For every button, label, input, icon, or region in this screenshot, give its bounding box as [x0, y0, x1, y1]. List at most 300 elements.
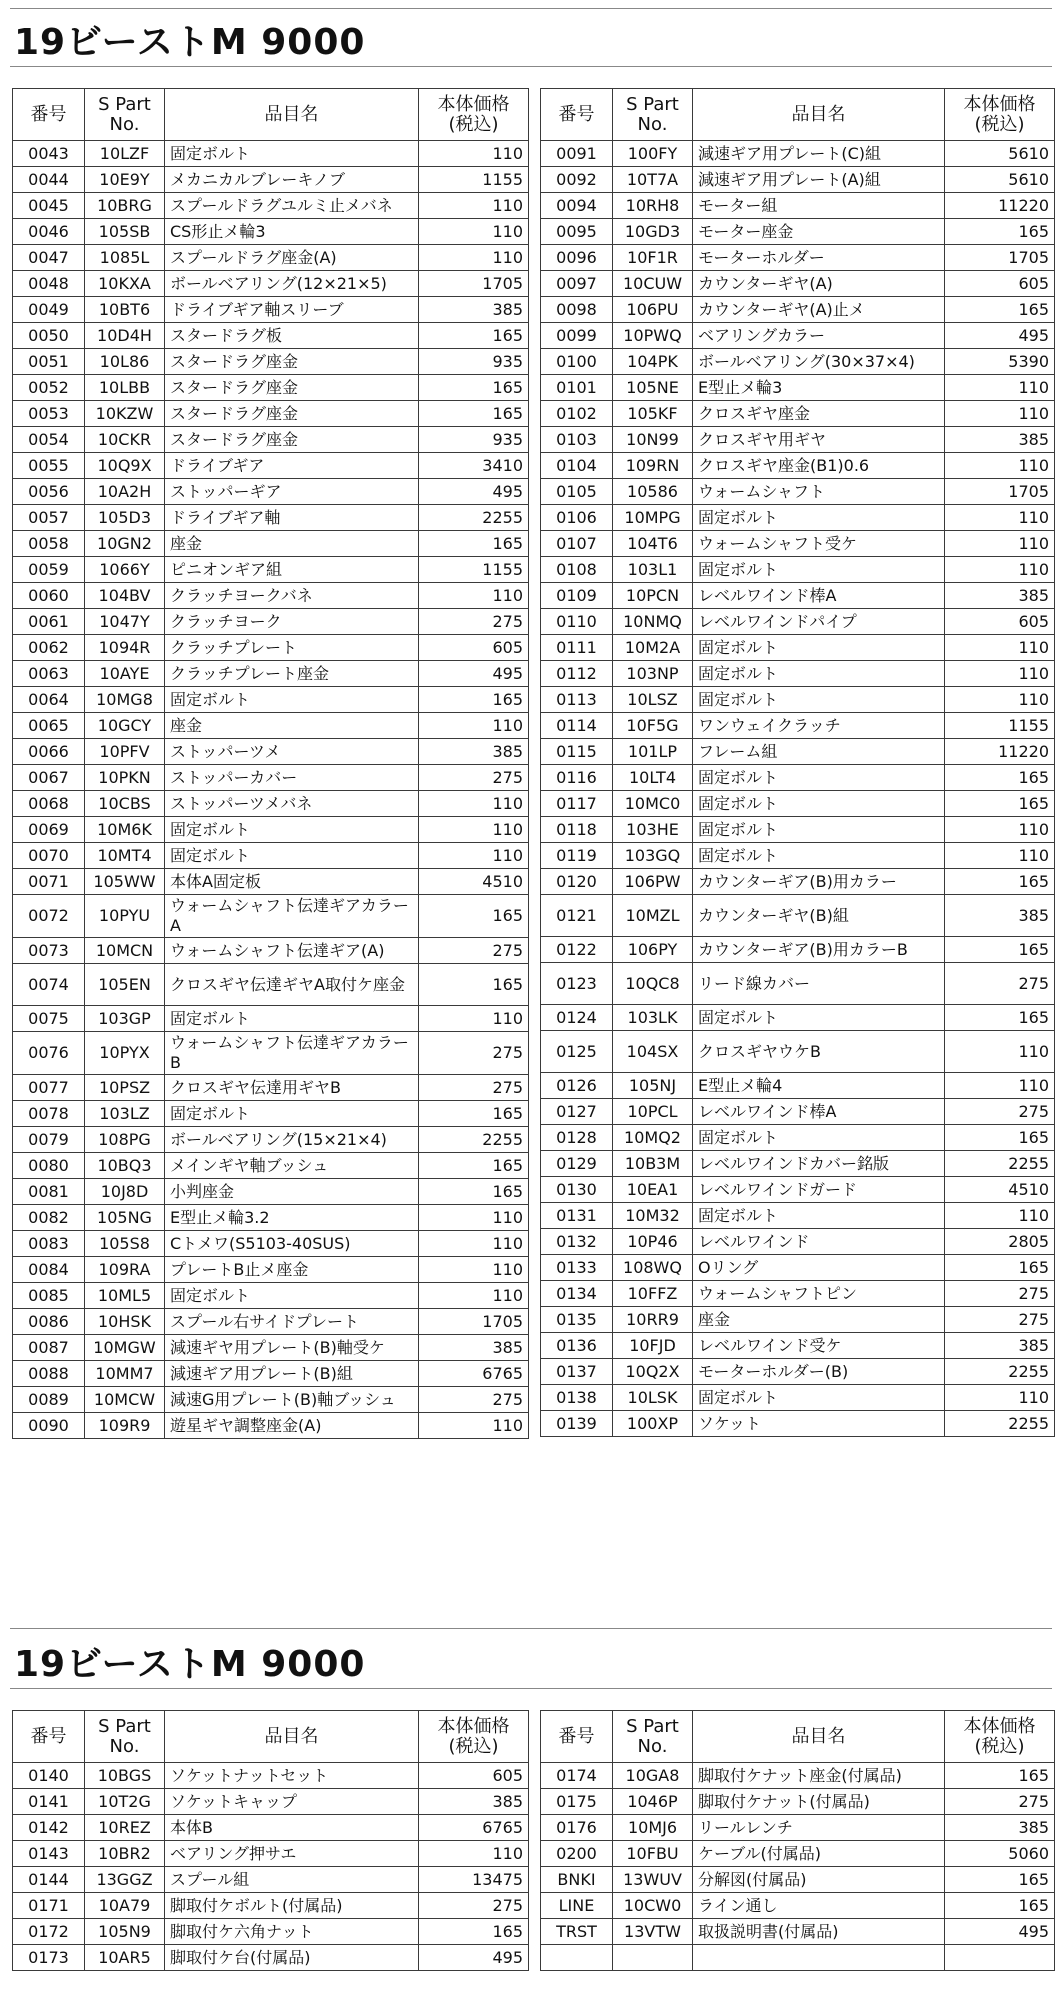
item-name-cell: 固定ボルト — [165, 687, 419, 713]
item-name-cell: 座金 — [165, 531, 419, 557]
item-name-cell: ウォームシャフト伝達ギアカラーA — [165, 895, 419, 938]
part-number-cell: 0055 — [13, 453, 85, 479]
item-name-cell: 座金 — [165, 713, 419, 739]
part-number-cell: 0076 — [13, 1032, 85, 1075]
item-name-cell: ウォームシャフト伝達ギアカラーB — [165, 1032, 419, 1075]
table-row — [541, 1073, 1055, 1099]
part-number-cell: 0120 — [541, 869, 613, 895]
item-name-cell: 固定ボルト — [165, 843, 419, 869]
part-number-cell: 0128 — [541, 1125, 613, 1151]
price-cell: 165 — [945, 1893, 1055, 1919]
sku-cell: 13WUV — [613, 1867, 693, 1893]
item-name-cell: 固定ボルト — [165, 1006, 419, 1032]
part-number-cell: 0073 — [13, 938, 85, 964]
part-number-cell: 0172 — [13, 1919, 85, 1945]
price-cell: 110 — [945, 817, 1055, 843]
header-price: 本体価格 (税込) — [419, 1711, 529, 1763]
part-number-cell: 0143 — [13, 1841, 85, 1867]
table-row — [13, 1153, 529, 1179]
item-name-cell: ワンウェイクラッチ — [693, 713, 945, 739]
table-row — [541, 1151, 1055, 1177]
part-number-cell: 0176 — [541, 1815, 613, 1841]
part-number-cell: 0137 — [541, 1359, 613, 1385]
table-row — [541, 1229, 1055, 1255]
part-number-cell: 0133 — [541, 1255, 613, 1281]
sku-cell: 109R9 — [85, 1413, 165, 1439]
table-row — [541, 963, 1055, 1005]
table-row — [541, 375, 1055, 401]
table-row — [13, 1815, 529, 1841]
price-cell: 5610 — [945, 167, 1055, 193]
item-name-cell: 固定ボルト — [165, 1283, 419, 1309]
sku-cell: 10GN2 — [85, 531, 165, 557]
section2-top-rule — [10, 1628, 1052, 1629]
table-row — [13, 297, 529, 323]
table-row — [13, 1919, 529, 1945]
price-cell: 165 — [945, 1763, 1055, 1789]
sku-cell: 108WQ — [613, 1255, 693, 1281]
price-cell: 110 — [945, 531, 1055, 557]
header-no: 番号 — [13, 1711, 85, 1763]
part-number-cell: 0068 — [13, 791, 85, 817]
sku-cell: 104BV — [85, 583, 165, 609]
price-cell: 110 — [419, 583, 529, 609]
part-number-cell: 0080 — [13, 1153, 85, 1179]
sku-cell: 105N9 — [85, 1919, 165, 1945]
item-name-cell: 固定ボルト — [165, 817, 419, 843]
item-name-cell: 脚取付ケ台(付属品) — [165, 1945, 419, 1971]
sku-cell: 10P46 — [613, 1229, 693, 1255]
price-cell: 495 — [419, 479, 529, 505]
item-name-cell: カウンターギヤ(B)組 — [693, 895, 945, 937]
table-row — [541, 349, 1055, 375]
sku-cell: 109RA — [85, 1257, 165, 1283]
part-number-cell: 0130 — [541, 1177, 613, 1203]
price-cell: 110 — [945, 1203, 1055, 1229]
title-rule — [10, 66, 1052, 67]
part-number-cell: 0102 — [541, 401, 613, 427]
price-cell: 2255 — [945, 1359, 1055, 1385]
item-name-cell: クラッチプレート座金 — [165, 661, 419, 687]
part-number-cell: 0069 — [13, 817, 85, 843]
table-row — [13, 609, 529, 635]
header-part-no: S Part No. — [85, 89, 165, 141]
sku-cell: 10CUW — [613, 271, 693, 297]
sku-cell: 10FFZ — [613, 1281, 693, 1307]
item-name-cell: レベルワインド棒A — [693, 583, 945, 609]
item-name-cell: ライン通し — [693, 1893, 945, 1919]
table-row — [13, 765, 529, 791]
price-cell: 605 — [419, 635, 529, 661]
table-row — [13, 193, 529, 219]
price-cell: 110 — [419, 1413, 529, 1439]
item-name-cell: ソケットキャップ — [165, 1789, 419, 1815]
price-cell: 2805 — [945, 1229, 1055, 1255]
item-name-cell: スタードラグ座金 — [165, 401, 419, 427]
table-row — [13, 1387, 529, 1413]
item-name-cell: レベルワインド — [693, 1229, 945, 1255]
item-name-cell: モーターホルダー(B) — [693, 1359, 945, 1385]
table-row — [541, 1307, 1055, 1333]
table-row — [541, 219, 1055, 245]
item-name-cell: 脚取付ケナット(付属品) — [693, 1789, 945, 1815]
price-cell: 110 — [419, 817, 529, 843]
sku-cell: 10J8D — [85, 1179, 165, 1205]
part-number-cell: 0171 — [13, 1893, 85, 1919]
price-cell: 275 — [419, 938, 529, 964]
sku-cell: 1047Y — [85, 609, 165, 635]
sku-cell: 10GA8 — [613, 1763, 693, 1789]
price-cell: 495 — [945, 1919, 1055, 1945]
table-row — [541, 505, 1055, 531]
price-cell: 385 — [945, 1815, 1055, 1841]
price-cell: 495 — [419, 661, 529, 687]
table-row — [13, 687, 529, 713]
price-cell: 275 — [419, 609, 529, 635]
item-name-cell: スタードラグ板 — [165, 323, 419, 349]
part-number-cell: 0108 — [541, 557, 613, 583]
table-row — [541, 1125, 1055, 1151]
item-name-cell: レベルワインド受ケ — [693, 1333, 945, 1359]
table-row — [541, 583, 1055, 609]
price-cell: 11220 — [945, 193, 1055, 219]
price-cell: 6765 — [419, 1815, 529, 1841]
item-name-cell: 固定ボルト — [165, 1101, 419, 1127]
table-row — [541, 687, 1055, 713]
item-name-cell: ケーブル(付属品) — [693, 1841, 945, 1867]
price-cell: 165 — [419, 1919, 529, 1945]
header-price: 本体価格 (税込) — [945, 89, 1055, 141]
price-cell: 110 — [419, 219, 529, 245]
item-name-cell — [693, 1945, 945, 1971]
header-price: 本体価格 (税込) — [945, 1711, 1055, 1763]
table-row — [541, 895, 1055, 937]
price-cell: 385 — [945, 583, 1055, 609]
header-no: 番号 — [541, 1711, 613, 1763]
price-cell: 165 — [945, 869, 1055, 895]
sku-cell — [613, 1945, 693, 1971]
table-row — [13, 635, 529, 661]
sku-cell: 108PG — [85, 1127, 165, 1153]
price-cell: 165 — [419, 1179, 529, 1205]
sku-cell: 10L86 — [85, 349, 165, 375]
item-name-cell: 脚取付ケナット座金(付属品) — [693, 1763, 945, 1789]
sku-cell: 103LZ — [85, 1101, 165, 1127]
table-row — [541, 1893, 1055, 1919]
sku-cell: 105NE — [613, 375, 693, 401]
sku-cell: 10MPG — [613, 505, 693, 531]
part-number-cell: 0118 — [541, 817, 613, 843]
table-row — [541, 817, 1055, 843]
header-name: 品目名 — [165, 89, 419, 141]
sku-cell: 10CBS — [85, 791, 165, 817]
price-cell: 275 — [419, 1387, 529, 1413]
item-name-cell: カウンターギア(B)用カラーB — [693, 937, 945, 963]
part-number-cell: 0127 — [541, 1099, 613, 1125]
price-cell: 495 — [945, 323, 1055, 349]
item-name-cell: 固定ボルト — [693, 1125, 945, 1151]
price-cell: 2255 — [945, 1411, 1055, 1437]
table-row — [13, 453, 529, 479]
sku-cell: 10AR5 — [85, 1945, 165, 1971]
sku-cell: 105NG — [85, 1205, 165, 1231]
table-row — [541, 1359, 1055, 1385]
sku-cell: 10PFV — [85, 739, 165, 765]
table-row — [13, 349, 529, 375]
table-row — [541, 1763, 1055, 1789]
sku-cell: 10M32 — [613, 1203, 693, 1229]
table-row — [13, 1257, 529, 1283]
item-name-cell: ストッパーギア — [165, 479, 419, 505]
part-number-cell: 0138 — [541, 1385, 613, 1411]
table-row — [541, 1867, 1055, 1893]
price-cell: 605 — [945, 271, 1055, 297]
table-row — [541, 271, 1055, 297]
table-row — [13, 401, 529, 427]
price-cell: 1155 — [419, 557, 529, 583]
price-cell: 275 — [419, 765, 529, 791]
sku-cell: 10586 — [613, 479, 693, 505]
table-row — [13, 1361, 529, 1387]
sku-cell: 10CKR — [85, 427, 165, 453]
table-row — [13, 1945, 529, 1971]
part-number-cell: 0065 — [13, 713, 85, 739]
part-number-cell: 0047 — [13, 245, 85, 271]
item-name-cell: スタードラグ座金 — [165, 375, 419, 401]
sku-cell: 1066Y — [85, 557, 165, 583]
part-number-cell: 0126 — [541, 1073, 613, 1099]
item-name-cell: 固定ボルト — [693, 687, 945, 713]
table-row — [13, 141, 529, 167]
part-number-cell: 0132 — [541, 1229, 613, 1255]
part-number-cell: 0113 — [541, 687, 613, 713]
price-cell: 935 — [419, 349, 529, 375]
table-row — [541, 193, 1055, 219]
price-cell: 110 — [945, 453, 1055, 479]
item-name-cell: クロスギヤ用ギヤ — [693, 427, 945, 453]
sku-cell: 10PYX — [85, 1032, 165, 1075]
part-number-cell: 0103 — [541, 427, 613, 453]
sku-cell: 10RH8 — [613, 193, 693, 219]
table-row — [13, 661, 529, 687]
price-cell: 1155 — [945, 713, 1055, 739]
item-name-cell: ベアリング押サエ — [165, 1841, 419, 1867]
table-row — [541, 1177, 1055, 1203]
table-row — [13, 869, 529, 895]
table-row — [13, 1075, 529, 1101]
table-row — [13, 557, 529, 583]
sku-cell: 10T2G — [85, 1789, 165, 1815]
table-row — [13, 1205, 529, 1231]
sku-cell: 10LSK — [613, 1385, 693, 1411]
sku-cell: 10PYU — [85, 895, 165, 938]
item-name-cell: 減速G用プレート(B)軸ブッシュ — [165, 1387, 419, 1413]
item-name-cell: 本体B — [165, 1815, 419, 1841]
sku-cell: 103NP — [613, 661, 693, 687]
price-cell: 110 — [419, 843, 529, 869]
item-name-cell: CS形止メ輪3 — [165, 219, 419, 245]
item-name-cell: 減速ギア用プレート(B)組 — [165, 1361, 419, 1387]
sku-cell: 10MCW — [85, 1387, 165, 1413]
item-name-cell: 減速ギア用プレート(C)組 — [693, 141, 945, 167]
item-name-cell: レベルワインドパイプ — [693, 609, 945, 635]
item-name-cell: ソケットナットセット — [165, 1763, 419, 1789]
price-cell: 110 — [419, 141, 529, 167]
price-cell: 110 — [945, 635, 1055, 661]
table-row — [13, 1309, 529, 1335]
sku-cell: 105NJ — [613, 1073, 693, 1099]
sku-cell: 10LSZ — [613, 687, 693, 713]
sku-cell: 10MZL — [613, 895, 693, 937]
sku-cell: 100XP — [613, 1411, 693, 1437]
price-cell: 165 — [945, 1125, 1055, 1151]
sku-cell: 10F5G — [613, 713, 693, 739]
table-row — [13, 938, 529, 964]
price-cell: 110 — [945, 1031, 1055, 1073]
table-row — [13, 1283, 529, 1309]
item-name-cell: レベルワインドカバー銘版 — [693, 1151, 945, 1177]
price-cell: 2255 — [945, 1151, 1055, 1177]
price-cell: 385 — [419, 1335, 529, 1361]
price-cell: 165 — [945, 219, 1055, 245]
price-cell: 110 — [945, 1385, 1055, 1411]
item-name-cell: モーター組 — [693, 193, 945, 219]
sku-cell: 105WW — [85, 869, 165, 895]
item-name-cell: カウンターギヤ(A) — [693, 271, 945, 297]
sku-cell: 10PWQ — [613, 323, 693, 349]
item-name-cell: ウォームシャフト受ケ — [693, 531, 945, 557]
price-cell: 275 — [945, 963, 1055, 1005]
item-name-cell: フレーム組 — [693, 739, 945, 765]
part-number-cell: 0059 — [13, 557, 85, 583]
part-number-cell: 0072 — [13, 895, 85, 938]
item-name-cell: 脚取付ケ六角ナット — [165, 1919, 419, 1945]
item-name-cell: ピニオンギア組 — [165, 557, 419, 583]
part-number-cell: 0078 — [13, 1101, 85, 1127]
price-cell: 385 — [945, 427, 1055, 453]
item-name-cell: 固定ボルト — [693, 791, 945, 817]
price-cell: 165 — [419, 531, 529, 557]
item-name-cell: クラッチプレート — [165, 635, 419, 661]
item-name-cell: モーター座金 — [693, 219, 945, 245]
sku-cell: 10MG8 — [85, 687, 165, 713]
table-row — [541, 1841, 1055, 1867]
part-number-cell: 0129 — [541, 1151, 613, 1177]
sku-cell: 101LP — [613, 739, 693, 765]
item-name-cell: 座金 — [693, 1307, 945, 1333]
table-row — [13, 375, 529, 401]
part-number-cell: 0051 — [13, 349, 85, 375]
sku-cell: 10Q2X — [613, 1359, 693, 1385]
price-cell: 110 — [419, 245, 529, 271]
item-name-cell: 脚取付ケボルト(付属品) — [165, 1893, 419, 1919]
sku-cell: 1085L — [85, 245, 165, 271]
price-cell: 11220 — [945, 739, 1055, 765]
price-cell: 110 — [419, 1006, 529, 1032]
part-number-cell: 0116 — [541, 765, 613, 791]
sku-cell: 10CW0 — [613, 1893, 693, 1919]
item-name-cell: 小判座金 — [165, 1179, 419, 1205]
item-name-cell: ストッパーツメ — [165, 739, 419, 765]
part-number-cell: 0077 — [13, 1075, 85, 1101]
table-row — [541, 1031, 1055, 1073]
part-number-cell: 0200 — [541, 1841, 613, 1867]
item-name-cell: スプールドラグユルミ止メバネ — [165, 193, 419, 219]
sku-cell: 10GD3 — [613, 219, 693, 245]
price-cell: 110 — [419, 1841, 529, 1867]
section2-title-rule — [10, 1688, 1052, 1689]
item-name-cell: メインギヤ軸ブッシュ — [165, 1153, 419, 1179]
price-cell: 5060 — [945, 1841, 1055, 1867]
sku-cell: 10M2A — [613, 635, 693, 661]
price-cell: 165 — [945, 1005, 1055, 1031]
table-row — [13, 323, 529, 349]
table-row — [13, 245, 529, 271]
part-number-cell: 0083 — [13, 1231, 85, 1257]
price-cell: 110 — [945, 661, 1055, 687]
item-name-cell: 減速ギヤ用プレート(B)軸受ケ — [165, 1335, 419, 1361]
part-number-cell: 0074 — [13, 964, 85, 1006]
part-number-cell: 0110 — [541, 609, 613, 635]
item-name-cell: 減速ギア用プレート(A)組 — [693, 167, 945, 193]
sku-cell: 10B3M — [613, 1151, 693, 1177]
table-row — [13, 1763, 529, 1789]
part-number-cell: 0091 — [541, 141, 613, 167]
part-number-cell: 0054 — [13, 427, 85, 453]
item-name-cell: E型止メ輪3 — [693, 375, 945, 401]
table-row — [541, 609, 1055, 635]
part-number-cell: 0067 — [13, 765, 85, 791]
item-name-cell: Oリング — [693, 1255, 945, 1281]
price-cell: 2255 — [419, 505, 529, 531]
table-row — [541, 661, 1055, 687]
sku-cell: 10N99 — [613, 427, 693, 453]
sku-cell: 103HE — [613, 817, 693, 843]
item-name-cell: カウンターギア(B)用カラー — [693, 869, 945, 895]
item-name-cell: クロスギヤ伝達ギヤA取付ケ座金 — [165, 964, 419, 1006]
part-number-cell: 0044 — [13, 167, 85, 193]
part-number-cell: 0052 — [13, 375, 85, 401]
sku-cell: 10KZW — [85, 401, 165, 427]
section2-title: 19ビーストM 9000 — [14, 1644, 366, 1685]
header-part-no: S Part No. — [613, 1711, 693, 1763]
price-cell: 4510 — [945, 1177, 1055, 1203]
part-number-cell: TRST — [541, 1919, 613, 1945]
table-row — [13, 1335, 529, 1361]
item-name-cell: ストッパーカバー — [165, 765, 419, 791]
page-title: 19ビーストM 9000 — [14, 22, 366, 63]
item-name-cell: クラッチヨークバネ — [165, 583, 419, 609]
item-name-cell: モーターホルダー — [693, 245, 945, 271]
sku-cell: 10E9Y — [85, 167, 165, 193]
table-row — [13, 1179, 529, 1205]
sku-cell: 10MQ2 — [613, 1125, 693, 1151]
item-name-cell: 固定ボルト — [693, 1203, 945, 1229]
item-name-cell: Cトメワ(S5103-40SUS) — [165, 1231, 419, 1257]
table-row — [13, 1841, 529, 1867]
sku-cell: 10MC0 — [613, 791, 693, 817]
price-cell: 165 — [419, 323, 529, 349]
item-name-cell: ドライブギア軸 — [165, 505, 419, 531]
table-row — [541, 869, 1055, 895]
part-number-cell: 0106 — [541, 505, 613, 531]
parts-table-right-2 — [540, 1710, 1055, 1971]
sku-cell: 103GP — [85, 1006, 165, 1032]
parts-table-left-2 — [12, 1710, 529, 1971]
table-row — [13, 1127, 529, 1153]
table-row — [541, 1005, 1055, 1031]
sku-cell: 104SX — [613, 1031, 693, 1073]
